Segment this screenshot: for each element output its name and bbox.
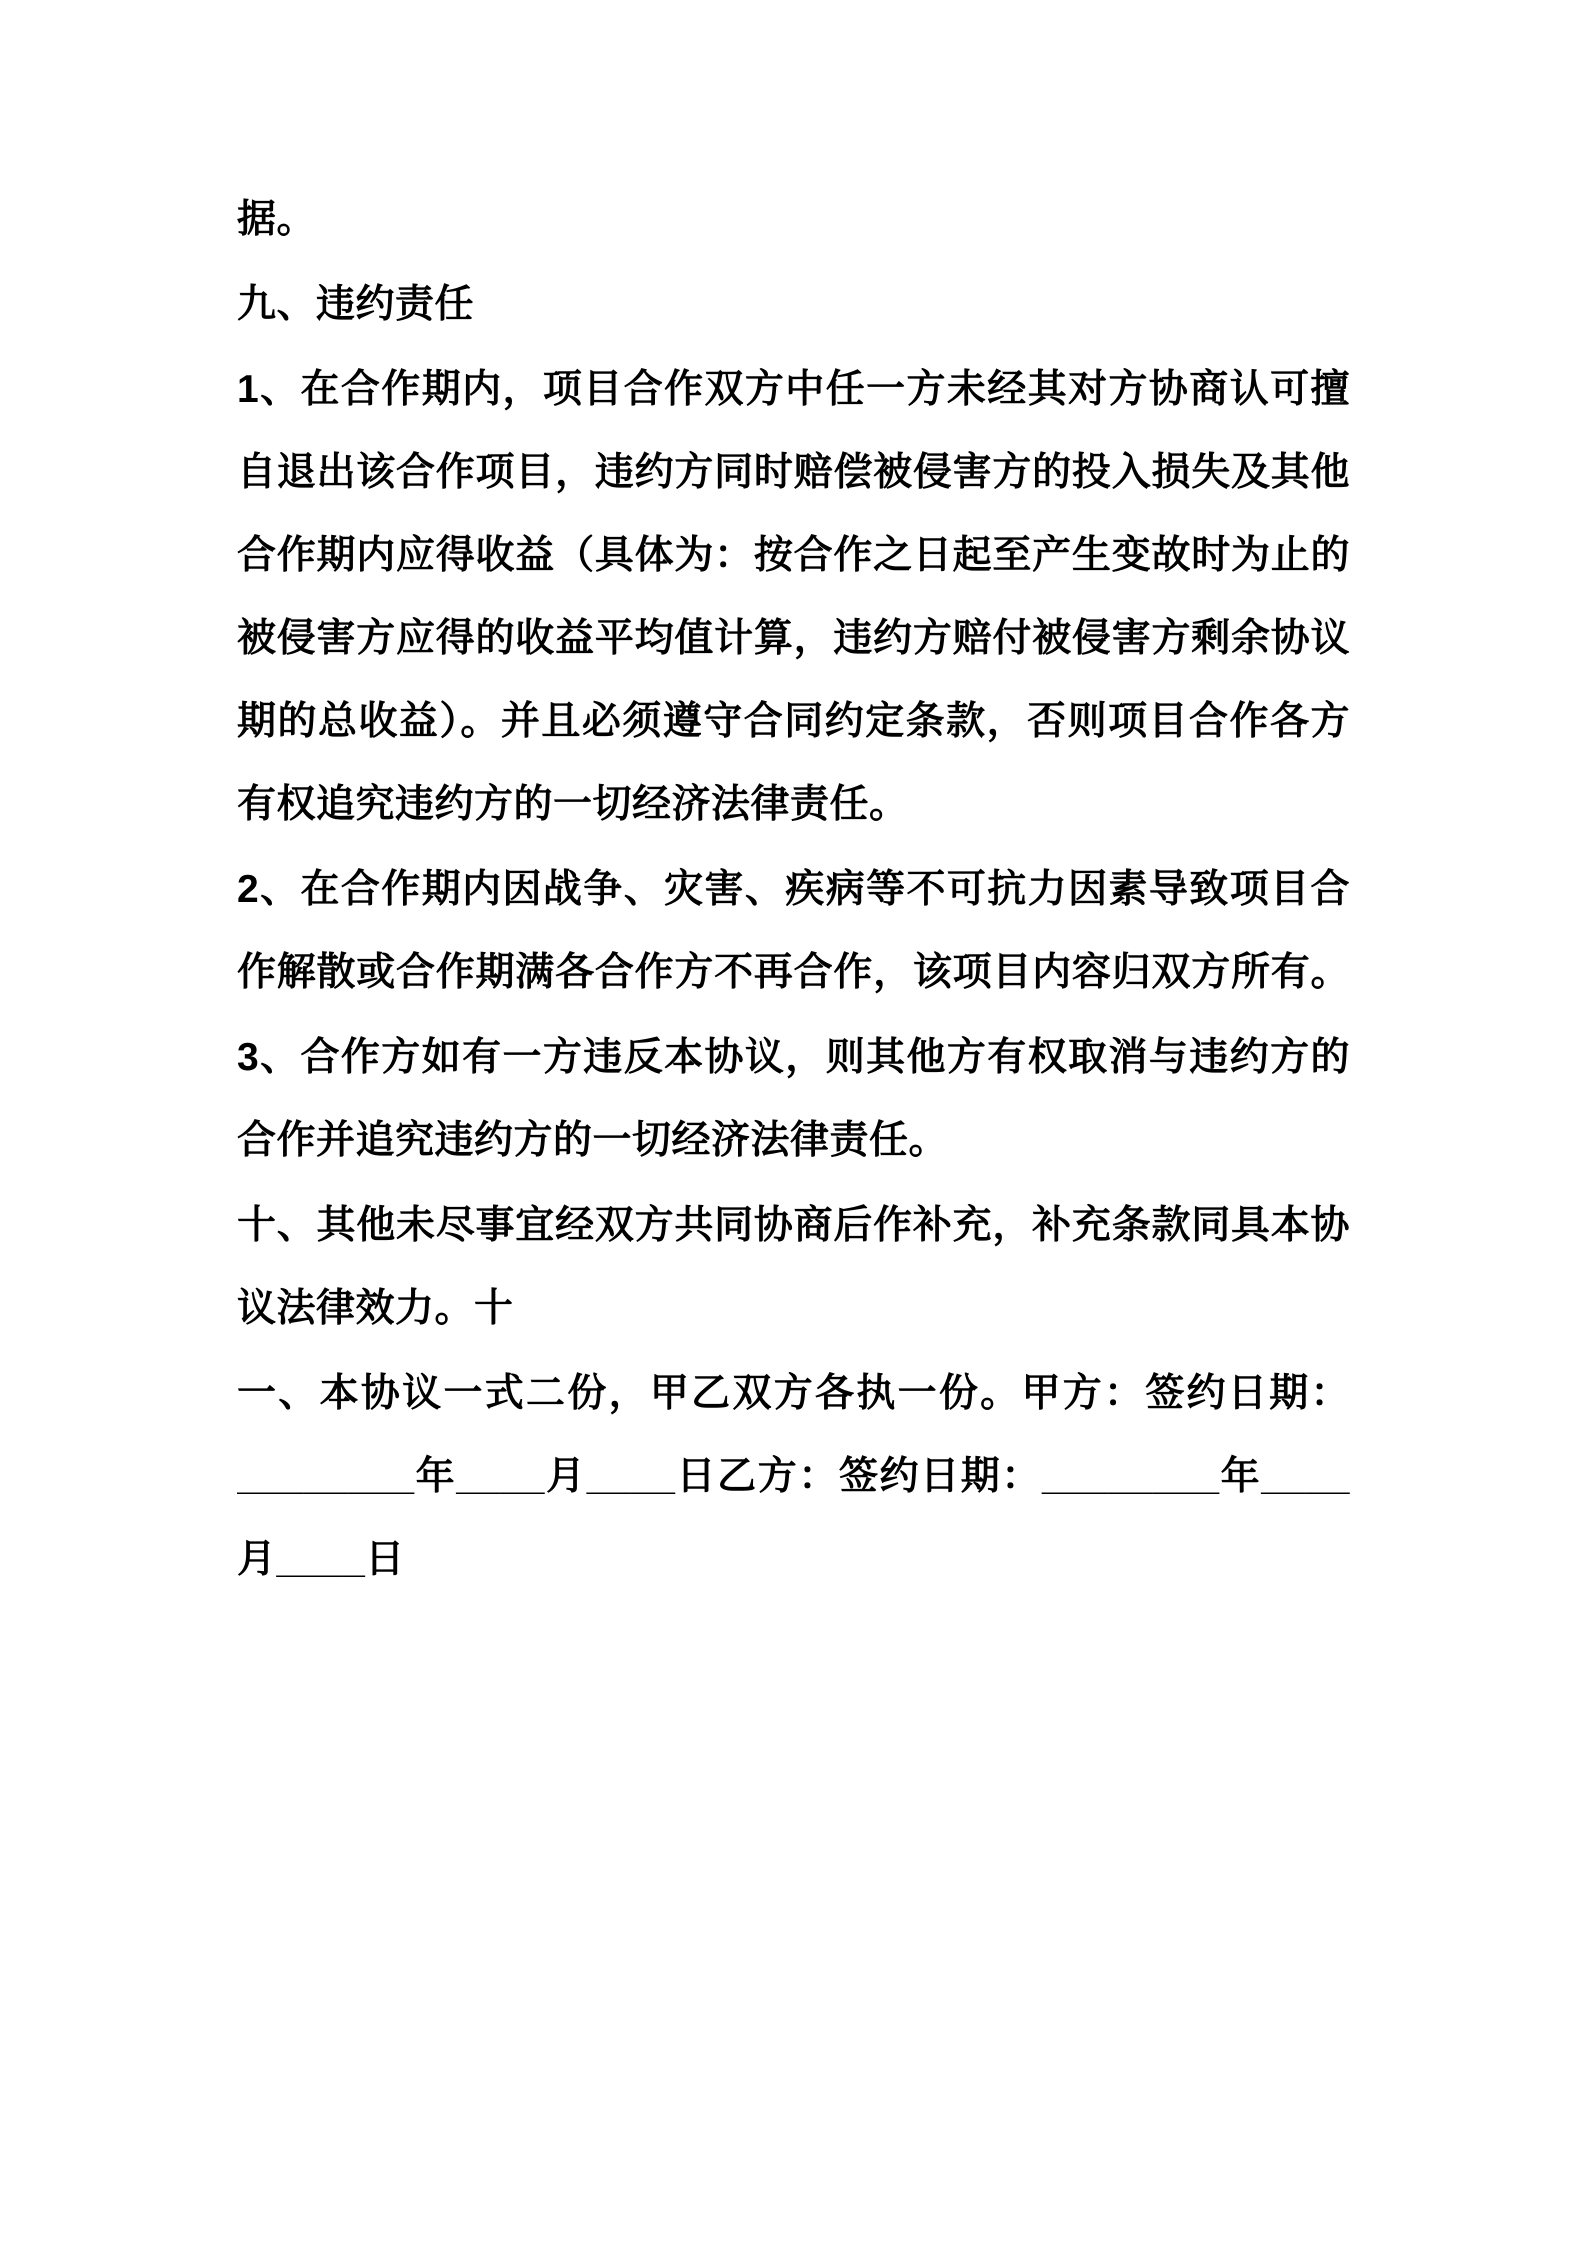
text-line: 自退出该合作项目，违约方同时赔偿被侵害方的投入损失及其他 [237,451,1350,494]
text-line: 议法律效力。十 [237,1287,514,1330]
section-heading: 九、违约责任 [237,283,475,326]
text-line: 被侵害方应得的收益平均值计算，违约方赔付被侵害方剩余协议 [237,617,1350,660]
text-line: 1、在合作期内，项目合作双方中任一方未经其对方协商认可擅 [237,368,1350,411]
paragraph [237,1016,1350,1182]
text-line: 月____日 [237,1538,405,1581]
text-line: 合作并追究违约方的一切经济法律责任。 [237,1119,949,1162]
paragraph [237,348,1350,846]
paragraph [237,1184,1350,1350]
paragraph [237,178,1350,261]
document-page [237,178,1350,1603]
text-line: 合作期内应得收益（具体为：按合作之日起至产生变故时为止的 [237,534,1350,577]
text-line: 一、本协议一式二份，甲乙双方各执一份。甲方：签约日期： [237,1372,1350,1415]
paragraph-heading [237,263,1350,346]
text-line: 据。 [237,198,317,241]
text-line: 2、在合作期内因战争、灾害、疾病等不可抗力因素导致项目合 [237,868,1350,911]
text-line: ________年____月____日乙方：签约日期：________年____ [237,1455,1350,1498]
paragraph [237,848,1350,1014]
paragraph [237,1352,1350,1601]
text-line: 十、其他未尽事宜经双方共同协商后作补充，补充条款同具本协 [237,1204,1350,1247]
text-line: 3、合作方如有一方违反本协议，则其他方有权取消与违约方的 [237,1036,1350,1079]
text-line: 有权追究违约方的一切经济法律责任。 [237,783,909,826]
text-line: 期的总收益）。并且必须遵守合同约定条款，否则项目合作各方 [237,700,1350,743]
text-line: 作解散或合作期满各合作方不再合作，该项目内容归双方所有。 [237,951,1350,994]
